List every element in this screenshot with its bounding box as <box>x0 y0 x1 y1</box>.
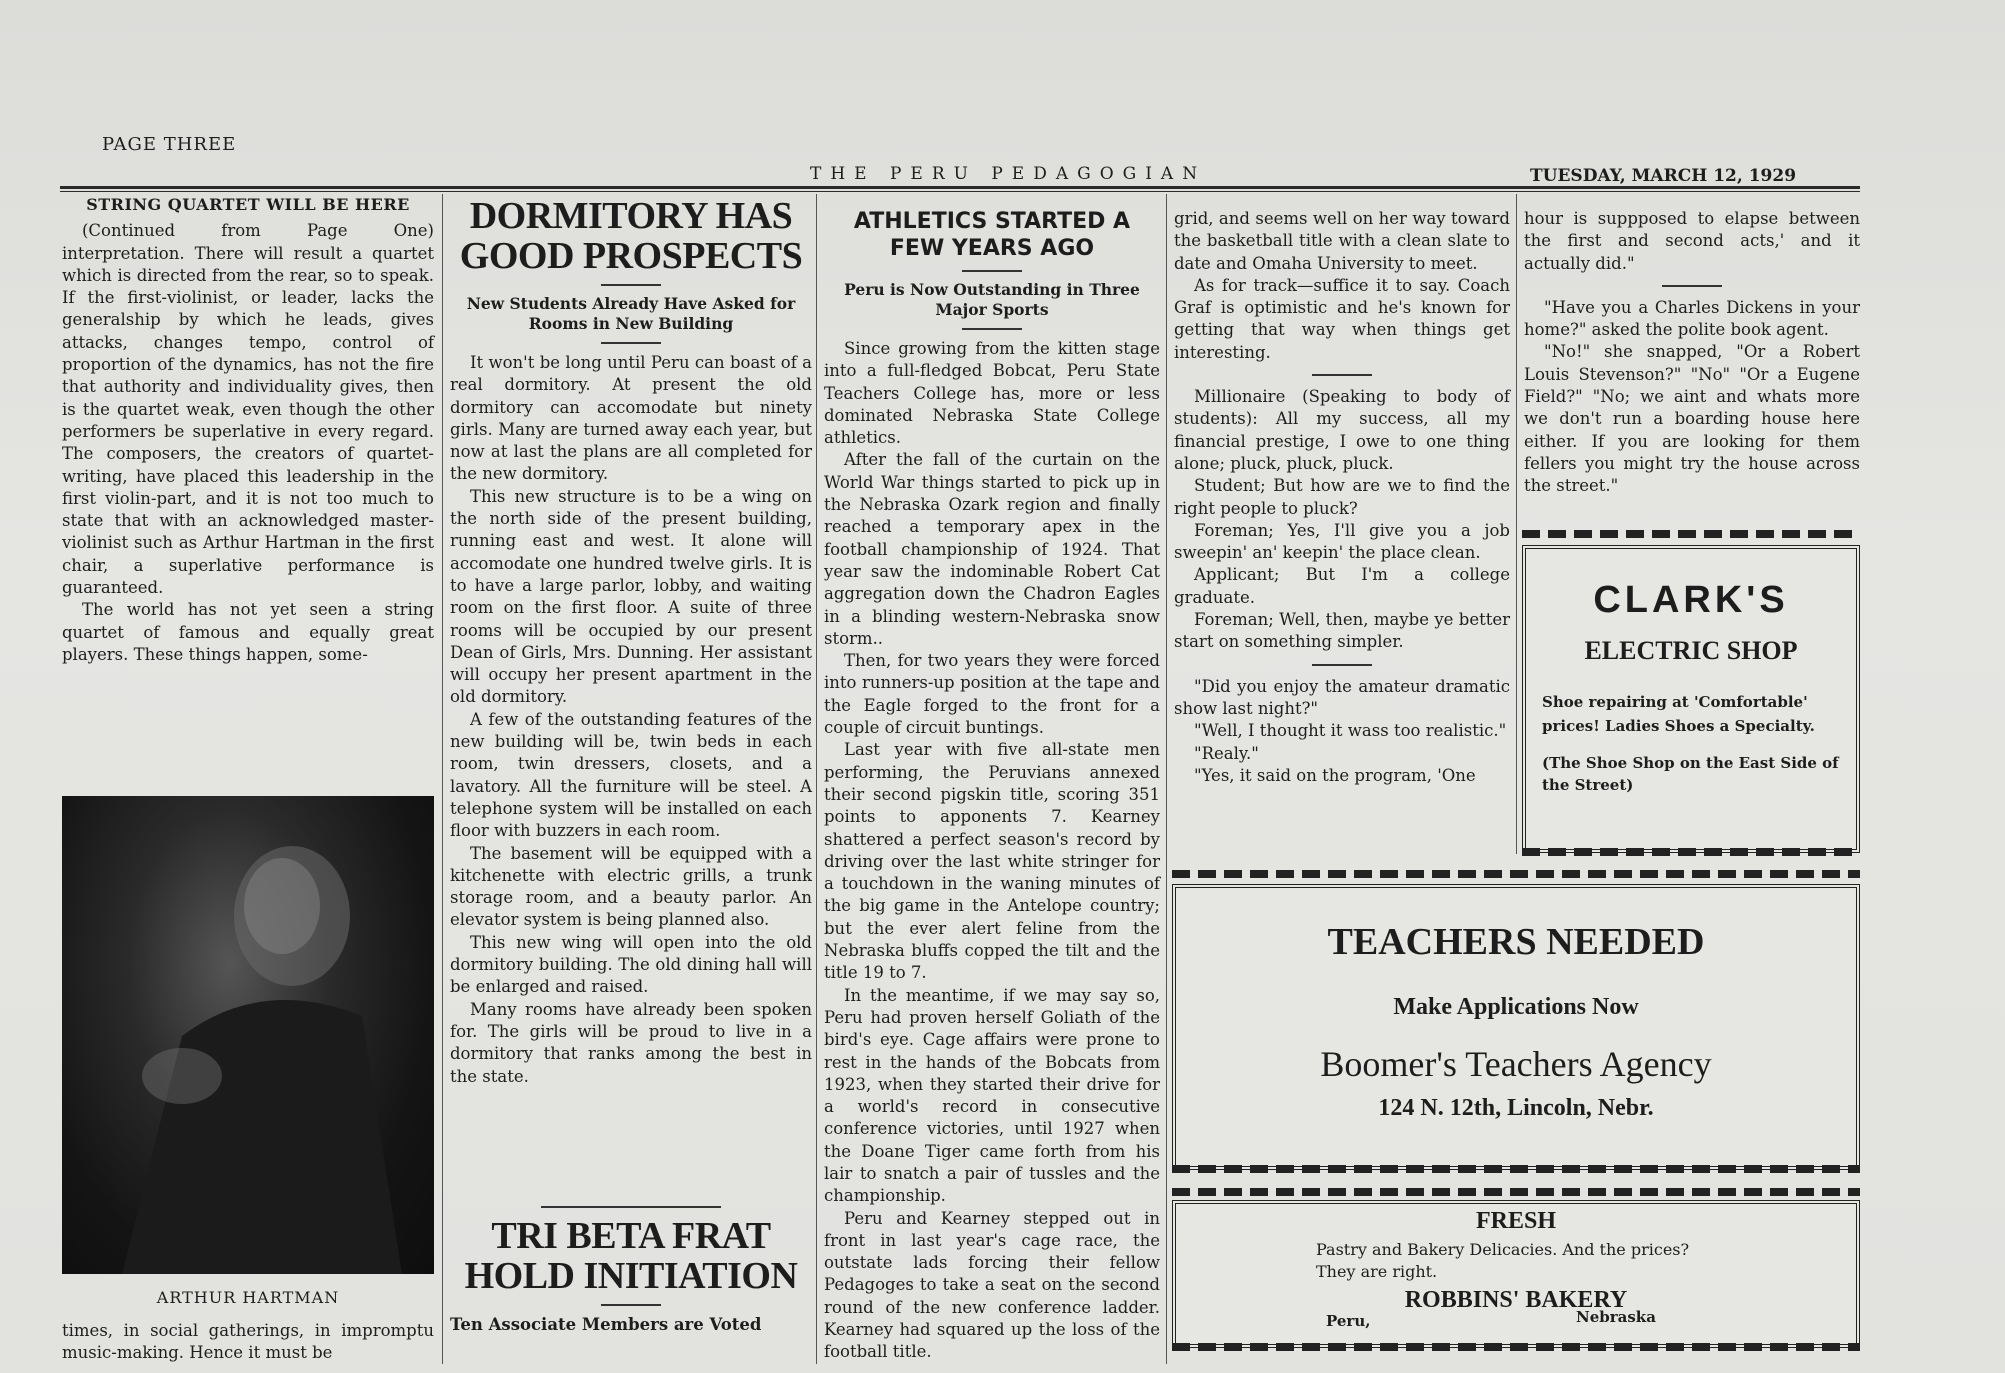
joke-line: Foreman; Well, then, maybe ye better start on something simpler. <box>1174 610 1510 652</box>
athletics-headline: ATHLETICS STARTED A FEW YEARS AGO <box>853 209 1131 261</box>
ad-border-bottom <box>1522 848 1860 856</box>
bakery-name: ROBBINS' BAKERY <box>1404 1287 1628 1313</box>
dialog-line: "Did you enjoy the amateur dramatic show last night?" <box>1174 676 1510 718</box>
dormitory-paragraph: The basement will be equipped with a kitchenette with electric grills, a trunk storage room, and a beauty parlor. An elevator system is being planned also. <box>450 843 812 930</box>
robbins-bakery-ad <box>1172 1200 1860 1348</box>
divider <box>962 270 1022 272</box>
basketball-paragraph: grid, and seems well on her way toward the basketball title with a clean slate to date and Omaha University to meet. <box>1174 209 1510 273</box>
athletics-paragraph: Last year with five all-state men performing, the Peruvians annexed their second pigskin title, scoring 351 points to apponents 7. Kearney shattered a perfect season's record by driving over the last white stringer for a touchdown in the waning minutes of the big game in the Antelope country; but the ever alert feline from the Nebraska bluffs copped the tilt and the title 19 to 7. <box>824 740 1160 983</box>
ad-border-bottom <box>1172 1165 1860 1173</box>
teachers-needed-ad <box>1172 884 1860 1170</box>
column-rule-4 <box>1516 194 1517 854</box>
clarks-name: CLARK'S <box>1593 579 1789 621</box>
column-dormitory <box>450 196 812 1088</box>
dormitory-paragraph: This new wing will open into the old dormitory building. The old dining hall will be enlarged and raised. <box>450 932 812 997</box>
joke-line: Foreman; Yes, I'll give you a job sweepin' an' keepin' the place clean. <box>1174 520 1510 563</box>
athletics-paragraph: In the meantime, if we may say so, Peru had proven herself Goliath of the bird's eye. Cage affairs were prone to rest in the hands of the Bobcats from 1923, when they started their drive for a world's record in consecutive conference victories, until 1927 when the Doane Tiger came forth from his lair to snatch a pair of tussles and the championship. <box>824 985 1160 1206</box>
agency-name: Boomer's Teachers Agency <box>1320 1044 1712 1084</box>
column-humor <box>1524 208 1860 498</box>
dormitory-paragraph: It won't be long until Peru can boast of a real dormitory. At present the old dormitory can accomodate but ninety girls. Many are turned away each year, but now at last the plans are all completed for the new dormitory. <box>450 353 812 484</box>
quartet-headline: STRING QUARTET WILL BE HERE <box>86 195 410 214</box>
athletics-paragraph: Then, for two years they were forced into runners-up position at the tape and the Eagle forged to the front for a couple of circuit buntings. <box>824 651 1160 738</box>
bakery-state: Nebraska <box>1576 1308 1656 1326</box>
column-rule-2 <box>816 194 817 1364</box>
quartet-paragraph-1: (Continued from Page One) interpretation. There will result a quartet which is directed from the rear, so to speak. If the first-violinist, or leader, lacks the generalship by which he leads, gives attacks, changes tempo, control of proportion of the dynamics, has not the fire that authority and individuality gives, then is the quartet weak, even though the other performers be superlative in every regard. The composers, the creators of quartet-writing, have placed this leadership in the first violin-part, and it is not too much to state that with an acknowledged master-violinist such as Arthur Hartman in the first chair, a superlative performance is guaranteed. <box>62 221 434 598</box>
athletics-paragraph: After the fall of the curtain on the World War things started to pick up in the Nebraska Ozark region and finally reached a temporary apex in the football championship of 1924. That year saw the indominable Robert Cat aggregation down the Chadron Eagles in a blinding western-Nebraska snow storm.. <box>824 450 1160 648</box>
dormitory-subhead: New Students Already Have Asked for Rooms in New Building <box>466 294 796 333</box>
joke-line: Student; But how are we to find the right people to pluck? <box>1174 476 1510 518</box>
portrait-silhouette <box>62 796 434 1274</box>
divider <box>541 1206 721 1208</box>
bakery-headline: FRESH <box>1475 1208 1556 1234</box>
clarks-note: (The Shoe Shop on the East Side of the Street) <box>1542 754 1839 794</box>
ad-border-top <box>1172 1188 1860 1196</box>
teachers-line: Make Applications Now <box>1393 994 1639 1020</box>
divider <box>601 284 661 286</box>
dormitory-paragraph: A few of the outstanding features of the new building will be, twin beds in each room, twin dressers, closets, and a lavatory. All the furniture will be steel. A telephone system will be installed on each floor with buzzers in each room. <box>450 709 812 841</box>
tribeta-headline: TRI BETA FRAT HOLD INITIATION <box>464 1215 798 1297</box>
masthead: THE PERU PEDAGOGIAN <box>810 164 1207 184</box>
dialog-line: "Yes, it said on the program, 'One <box>1194 765 1476 785</box>
divider <box>601 1304 661 1306</box>
quartet-tail: times, in social gatherings, in impromptu music-making. Hence it must be <box>62 1321 434 1363</box>
quartet-paragraph-2: The world has not yet seen a string quartet of famous and equally great players. These things happen, some- <box>62 600 434 664</box>
page-label: PAGE THREE <box>102 134 237 155</box>
bakery-city: Peru, <box>1326 1312 1371 1330</box>
bakery-line: Pastry and Bakery Delicacies. And the prices? They are right. <box>1316 1240 1690 1281</box>
header-rule <box>60 186 1860 189</box>
athletics-paragraph: Peru and Kearney stepped out in front in last year's cage race, the outstate lads forcing their fellow Pedagoges to take a seat on the second round of the new conference ladder. Kearney had squared up the loss of the football title. <box>824 1208 1160 1362</box>
clarks-electric-shop-ad <box>1522 545 1860 853</box>
tribeta-article <box>450 1206 812 1336</box>
column-rule-1 <box>442 194 443 1364</box>
teachers-headline: TEACHERS NEEDED <box>1327 921 1705 963</box>
quartet-continued <box>62 1320 434 1365</box>
tribeta-subhead: Ten Associate Members are Voted <box>450 1315 762 1334</box>
track-paragraph: As for track—suffice it to say. Coach Graf is optimistic and he's known for getting that way when things get interesting. <box>1174 275 1510 362</box>
dormitory-paragraph: Many rooms have already been spoken for. The girls will be proud to live in a dormitory that ranks among the best in the state. <box>450 999 812 1086</box>
column-jokes <box>1174 208 1510 787</box>
humor-paragraph: "No!" she snapped, "Or a Robert Louis Stevenson?" "No" "Or a Eugene Field?" "No; we aint and whats more we don't run a boarding house here either. If you are looking for them fellers you might try the house across the street." <box>1524 342 1860 496</box>
photo-caption: ARTHUR HARTMAN <box>156 1288 340 1307</box>
joke-line: Millionaire (Speaking to body of students): All my success, all my financial prestige, I owe to one thing alone; pluck, pluck, pluck. <box>1174 387 1510 473</box>
divider <box>962 328 1022 330</box>
athletics-paragraph: Since growing from the kitten stage into a full-fledged Bobcat, Peru State Teachers College has, more or less dominated Nebraska State College athletics. <box>824 339 1160 448</box>
ad-border-top <box>1172 870 1860 878</box>
humor-paragraph: hour is suppposed to elapse between the first and second acts,' and it actually did." <box>1524 209 1860 273</box>
ad-border-bottom <box>1172 1343 1860 1351</box>
dialog-line: "Realy." <box>1194 743 1259 763</box>
column-athletics <box>824 208 1160 1364</box>
athletics-subhead: Peru is Now Outstanding in Three Major Sports <box>844 280 1140 319</box>
joke-line: Applicant; But I'm a college graduate. <box>1174 565 1510 607</box>
column-quartet <box>62 194 434 666</box>
column-rule-3 <box>1166 194 1167 1364</box>
clarks-title: ELECTRIC SHOP <box>1584 636 1798 665</box>
dormitory-paragraph: This new structure is to be a wing on the north side of the present building, running east and west. It alone will accomodate one hundred twelve girls. It is to have a large parlor, lobby, and waiting room on the first floor. A suite of three rooms will be occupied by our present Dean of Girls, Mrs. Dunning. Her assistant will occupy her present apartment in the old dormitory. <box>450 486 812 707</box>
ad-border-top <box>1522 530 1860 538</box>
humor-paragraph: "Have you a Charles Dickens in your home?" asked the polite book agent. <box>1524 297 1860 340</box>
dormitory-headline: DORMITORY HAS GOOD PROSPECTS <box>459 195 803 277</box>
issue-date: TUESDAY, MARCH 12, 1929 <box>1530 166 1797 186</box>
agency-address: 124 N. 12th, Lincoln, Nebr. <box>1378 1095 1654 1121</box>
divider <box>601 342 661 344</box>
clarks-body: Shoe repairing at 'Comfortable' prices! Ladies Shoes a Specialty. <box>1542 693 1815 735</box>
dialog-line: "Well, I thought it wass too realistic." <box>1194 721 1507 741</box>
divider <box>1662 285 1722 287</box>
divider <box>1312 664 1372 666</box>
divider <box>1312 374 1372 376</box>
header-rule-thin <box>60 191 1860 192</box>
arthur-hartman-photo <box>62 796 434 1274</box>
